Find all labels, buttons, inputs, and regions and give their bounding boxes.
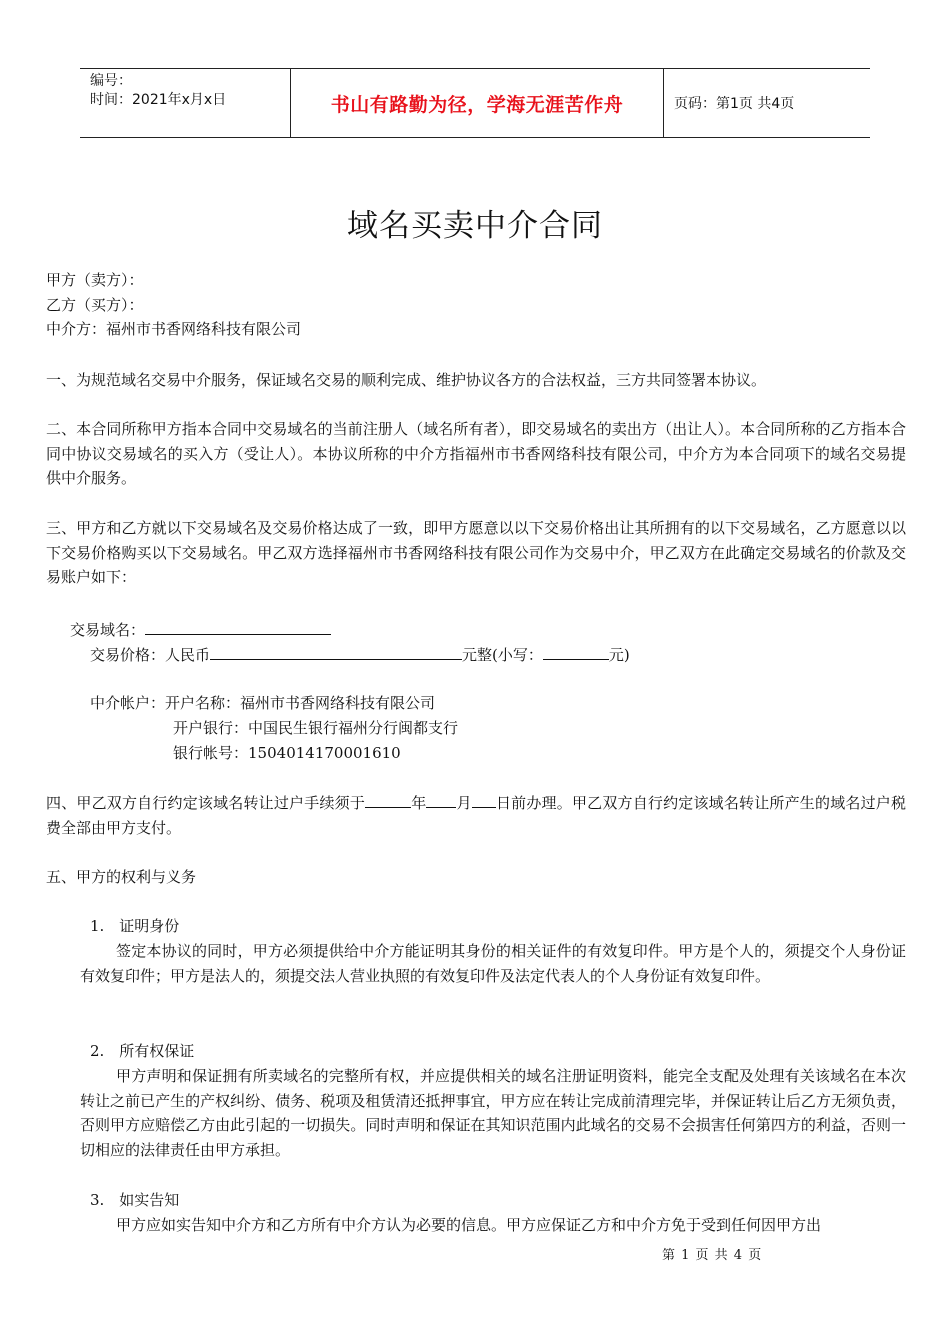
year-blank[interactable]: [365, 790, 411, 808]
header-motto: 书山有路勤为径，学海无涯苦作舟: [290, 69, 664, 137]
party-b: 乙方（买方）：: [46, 296, 144, 314]
sub-3-body: 甲方应如实告知中介方和乙方所有中介方认为必要的信息。甲方应保证乙方和中介方免于受到任何因甲方出: [116, 1216, 822, 1234]
day-blank[interactable]: [472, 790, 496, 808]
account-bank-label: 开户银行：: [173, 719, 249, 737]
trade-price-suffix: 元整(小写：: [462, 646, 543, 664]
price-small-blank[interactable]: [543, 642, 609, 660]
account-name-label: 开户名称：: [165, 694, 241, 712]
account-bank-value: 中国民生银行福州分行闽都支行: [248, 719, 459, 737]
clause-5-title: 五、甲方的权利与义务: [46, 868, 197, 886]
month-blank[interactable]: [426, 790, 456, 808]
trade-price-row: [90, 642, 630, 668]
trade-price-end: 元): [608, 646, 630, 664]
party-a: 甲方（卖方）：: [46, 271, 144, 289]
clause-2: 二、本合同所称甲方指本合同中交易域名的当前注册人（域名所有者），即交易域名的卖出方（出让人）。本合同所称的乙方指本合同中协议交易域名的买入方（受让人）。本协议所称的中介方指福州市书香网络科技有限公司，中介方为本合同项下的域名交易提供中介服务。: [46, 420, 906, 487]
clause-3: 三、甲方和乙方就以下交易域名及交易价格达成了一致，即甲方愿意以以下交易价格出让其所拥有的以下交易域名，乙方愿意以以下交易价格购买以下交易域名。甲乙双方选择福州市书香网络科技有限公司作为交易中介，甲乙双方在此确定交易域名的价款及交易账户如下：: [46, 519, 906, 586]
number-label: 编号：: [90, 73, 132, 89]
clause-4-year: 年: [411, 794, 427, 812]
sub-1-body: 签定本协议的同时，甲方必须提供给中介方能证明其身份的相关证件的有效复印件。甲方是个人的，须提交个人身份证有效复印件；甲方是法人的，须提交法人营业执照的有效复印件及法定代表人的个人身份证有效复印件。: [80, 942, 906, 985]
header-left-cell: [80, 69, 290, 137]
sub-2-body: 甲方声明和保证拥有所卖域名的完整所有权，并应提供相关的域名注册证明资料，能完全支配及处理有关该域名在本次转让之前已产生的产权纠纷、债务、税项及租赁清还抵押事宜，甲方应在转让完成前清理完毕，并保证转让后乙方无须负责，否则甲方应赔偿乙方由此引起的一切损失。同时声明和保证在其知识范围内此域名的交易不会损害任何第四方的利益，否则一切相应的法律责任由甲方承担。: [80, 1067, 906, 1159]
account-bank-row: [173, 716, 458, 741]
page-footer: 第 1 页 共 4 页: [662, 1248, 763, 1263]
document-title: 域名买卖中介合同: [347, 208, 603, 244]
trade-domain-label: 交易域名：: [70, 621, 146, 639]
account-number-row: [173, 741, 401, 766]
clause-4-part1: 四、甲乙双方自行约定该域名转让过户手续须于: [46, 794, 366, 812]
account-name-row: [90, 691, 435, 716]
time-label: 时间：2021年x月x日: [90, 92, 227, 108]
clause-4: [46, 790, 906, 840]
domain-blank[interactable]: [145, 617, 331, 635]
account-label: 中介帐户：: [90, 694, 166, 712]
header-page-info: 页码：第1页 共4页: [674, 96, 795, 112]
clause-4-month: 月: [456, 794, 472, 812]
account-number-value: 1504014170001610: [248, 744, 401, 762]
account-name-value: 福州市书香网络科技有限公司: [240, 694, 436, 712]
price-blank[interactable]: [210, 642, 462, 660]
sub-2-heading: 2. 所有权保证: [90, 1042, 195, 1060]
clause-1: 一、为规范域名交易中介服务，保证域名交易的顺利完成、维护协议各方的合法权益，三方共同签署本协议。: [46, 371, 767, 389]
trade-domain-row: [70, 617, 331, 643]
clause-4-part2: 日前办理。甲乙双方自行约定该域名转让所产生的域名过户税费全部由甲方支付。: [46, 794, 906, 837]
document-header: [80, 68, 870, 138]
intermediary-party: 中介方：福州市书香网络科技有限公司: [46, 320, 302, 338]
account-number-label: 银行帐号：: [173, 744, 249, 762]
sub-3-heading: 3. 如实告知: [90, 1191, 180, 1209]
trade-price-label: 交易价格：人民币: [90, 646, 211, 664]
sub-1-heading: 1. 证明身份: [90, 917, 180, 935]
